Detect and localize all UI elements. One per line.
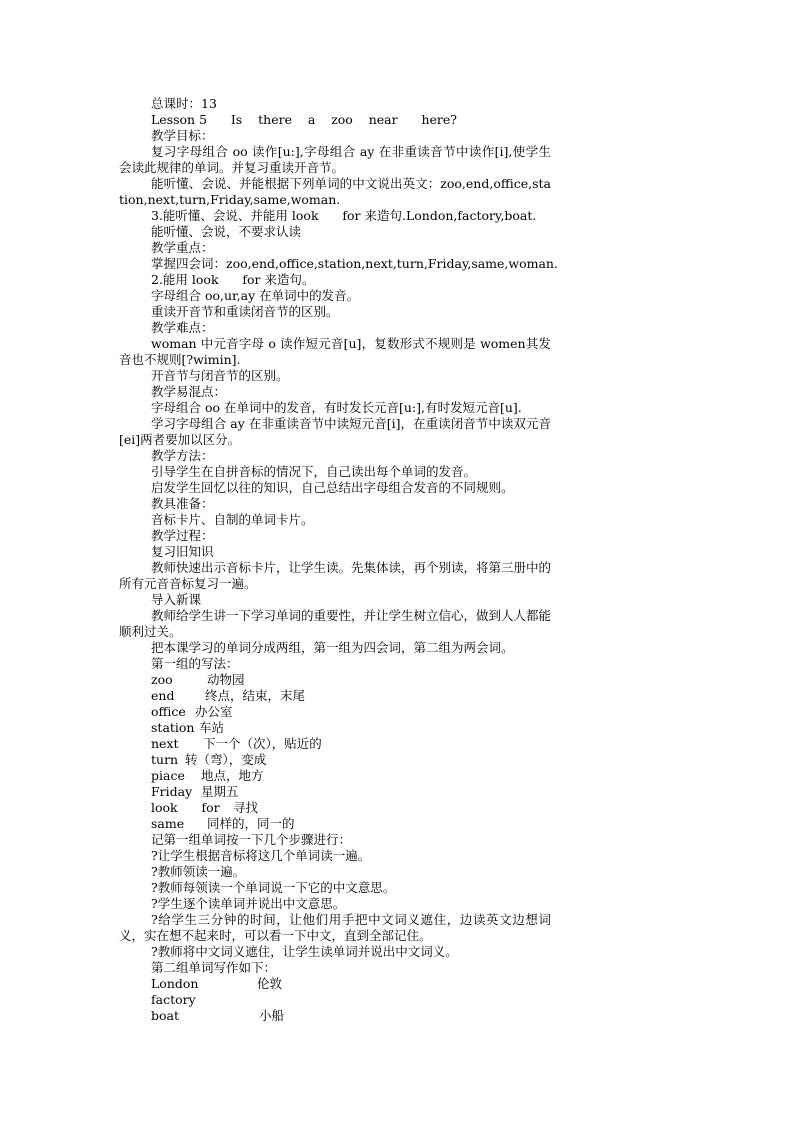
- word-english: next: [151, 736, 179, 751]
- word-row: [119, 800, 551, 816]
- objective-paragraph-3: 3.能听懂、会说、并能用 look for 来造句.London,factory,boat.: [151, 208, 537, 223]
- process-review: 复习旧知识: [151, 544, 214, 559]
- memorize-step-2: ?教师领读一遍。: [151, 864, 246, 879]
- word-row: [119, 736, 551, 752]
- method-1: 引导学生在自拼音标的情况下，自己读出每个单词的发音。: [151, 464, 477, 479]
- word-english: same: [151, 816, 185, 831]
- lesson-plan-body: [119, 96, 558, 1024]
- word-row: [119, 816, 551, 832]
- word-row: [119, 688, 551, 704]
- objective-paragraph-1: 复习字母组合 oo 读作[u:],字母组合 ay 在非重读音节中读作[i],使学生会读此规律的单词。并复习重读开音节。: [119, 144, 551, 175]
- word-english: look for: [151, 800, 220, 815]
- lesson-title: Lesson 5 Is there a zoo near here?: [151, 112, 457, 127]
- objective-paragraph-4: 能听懂、会说，不要求认读: [151, 224, 302, 239]
- word-row: [119, 704, 551, 720]
- word-meaning: 办公室: [195, 704, 233, 719]
- word-meaning: 寻找: [233, 800, 259, 815]
- process-introduction-detail: 教师给学生讲一下学习单词的重要性，并让学生树立信心，做到人人都能顺利过关。: [119, 608, 552, 639]
- memorize-step-3: ?教师每领读一个单词说一下它的中文意思。: [151, 880, 396, 895]
- word-meaning: 动物园: [207, 672, 245, 687]
- word-row: [119, 976, 551, 992]
- word-meaning: 车站: [199, 720, 225, 735]
- heading-confusing-points: 教学易混点：: [151, 384, 227, 399]
- heading-process: 教学过程：: [151, 528, 214, 543]
- memorize-step-6: ?教师将中文词义遮住，让学生读单词并说出中文词义。: [151, 944, 458, 959]
- word-meaning: 终点，结束，末尾: [205, 688, 306, 703]
- heading-teaching-objectives: 教学目标：: [151, 128, 214, 143]
- confusing-point-1: 字母组合 oo 在单词中的发音，有时发长元音[u:],有时发短元音[u].: [151, 400, 522, 415]
- word-meaning: 同样的，同一的: [207, 816, 295, 831]
- memorize-steps-heading: 记第一组单词按一下几个步骤进行：: [151, 832, 352, 847]
- word-english: piace: [151, 768, 185, 783]
- key-point-2: 2.能用 look for 来造句。: [151, 272, 315, 287]
- word-meaning: 转（弯），变成: [185, 752, 267, 767]
- heading-materials: 教具准备：: [151, 496, 214, 511]
- word-row: [119, 1008, 551, 1024]
- word-row: [119, 768, 551, 784]
- difficulty-2: 开音节与闭音节的区别。: [151, 368, 289, 383]
- heading-methods: 教学方法：: [151, 448, 214, 463]
- group1-heading: 第一组的写法：: [151, 656, 239, 671]
- word-english: London: [151, 976, 199, 991]
- objective-paragraph-2: 能听懂、会说、并能根据下列单词的中文说出英文：zoo,end,office,station,next,turn,Friday,same,woman.: [119, 176, 551, 207]
- memorize-step-5: ?给学生三分钟的时间，让他们用手把中文词义遮住，边读英文边想词义，实在想不起来时，可以看一下中文，直到全部记住。: [119, 912, 551, 943]
- word-meaning: 下一个（次），贴近的: [203, 736, 322, 751]
- word-meaning: 小船: [259, 1008, 285, 1023]
- word-meaning: 地点，地方: [201, 768, 264, 783]
- word-row: [119, 752, 551, 768]
- key-point-3: 字母组合 oo,ur,ay 在单词中的发音。: [151, 288, 360, 303]
- difficulty-1: woman 中元音字母 o 读作短元音[u]，复数形式不规则是 women其发音也不规则[?wimin].: [119, 336, 551, 367]
- method-2: 启发学生回忆以往的知识，自己总结出字母组合发音的不同规则。: [151, 480, 514, 495]
- word-row: [119, 992, 551, 1008]
- word-english: Friday: [151, 784, 193, 799]
- word-meaning: 星期五: [201, 784, 239, 799]
- key-point-1: 掌握四会词：zoo,end,office,station,next,turn,Friday,same,woman.: [151, 256, 558, 271]
- materials-line: 音标卡片、自制的单词卡片。: [151, 512, 314, 527]
- word-english: station: [151, 720, 195, 735]
- heading-key-points: 教学重点：: [151, 240, 214, 255]
- group2-heading: 第二组单词写作如下：: [151, 960, 277, 975]
- group2-word-list: [119, 976, 551, 1024]
- word-english: turn: [151, 752, 179, 767]
- process-word-groups: 把本课学习的单词分成两组，第一组为四会词，第二组为两会词。: [151, 640, 514, 655]
- memorize-step-1: ?让学生根据音标将这几个单词读一遍。: [151, 848, 371, 863]
- word-row: [119, 720, 551, 736]
- word-english: zoo: [151, 672, 173, 687]
- word-english: office: [151, 704, 186, 719]
- confusing-point-2: 学习字母组合 ay 在非重读音节中读短元音[i]，在重读闭音节中读双元音[ei]两者要加以区分。: [119, 416, 551, 447]
- group1-word-list: [119, 672, 551, 832]
- word-row: [119, 784, 551, 800]
- process-review-detail: 教师快速出示音标卡片，让学生读。先集体读，再个别读，将第三册中的所有元音音标复习一遍。: [119, 560, 552, 591]
- word-english: end: [151, 688, 175, 703]
- word-english: factory: [151, 992, 196, 1007]
- memorize-step-4: ?学生逐个读单词并说出中文意思。: [151, 896, 346, 911]
- heading-difficulties: 教学难点：: [151, 320, 214, 335]
- word-english: boat: [151, 1008, 180, 1023]
- process-introduction: 导入新课: [151, 592, 202, 607]
- word-meaning: 伦敦: [257, 976, 283, 991]
- key-point-4: 重读开音节和重读闭音节的区别。: [151, 304, 339, 319]
- word-row: [119, 672, 551, 688]
- total-hours-line: 总课时：13: [151, 96, 217, 111]
